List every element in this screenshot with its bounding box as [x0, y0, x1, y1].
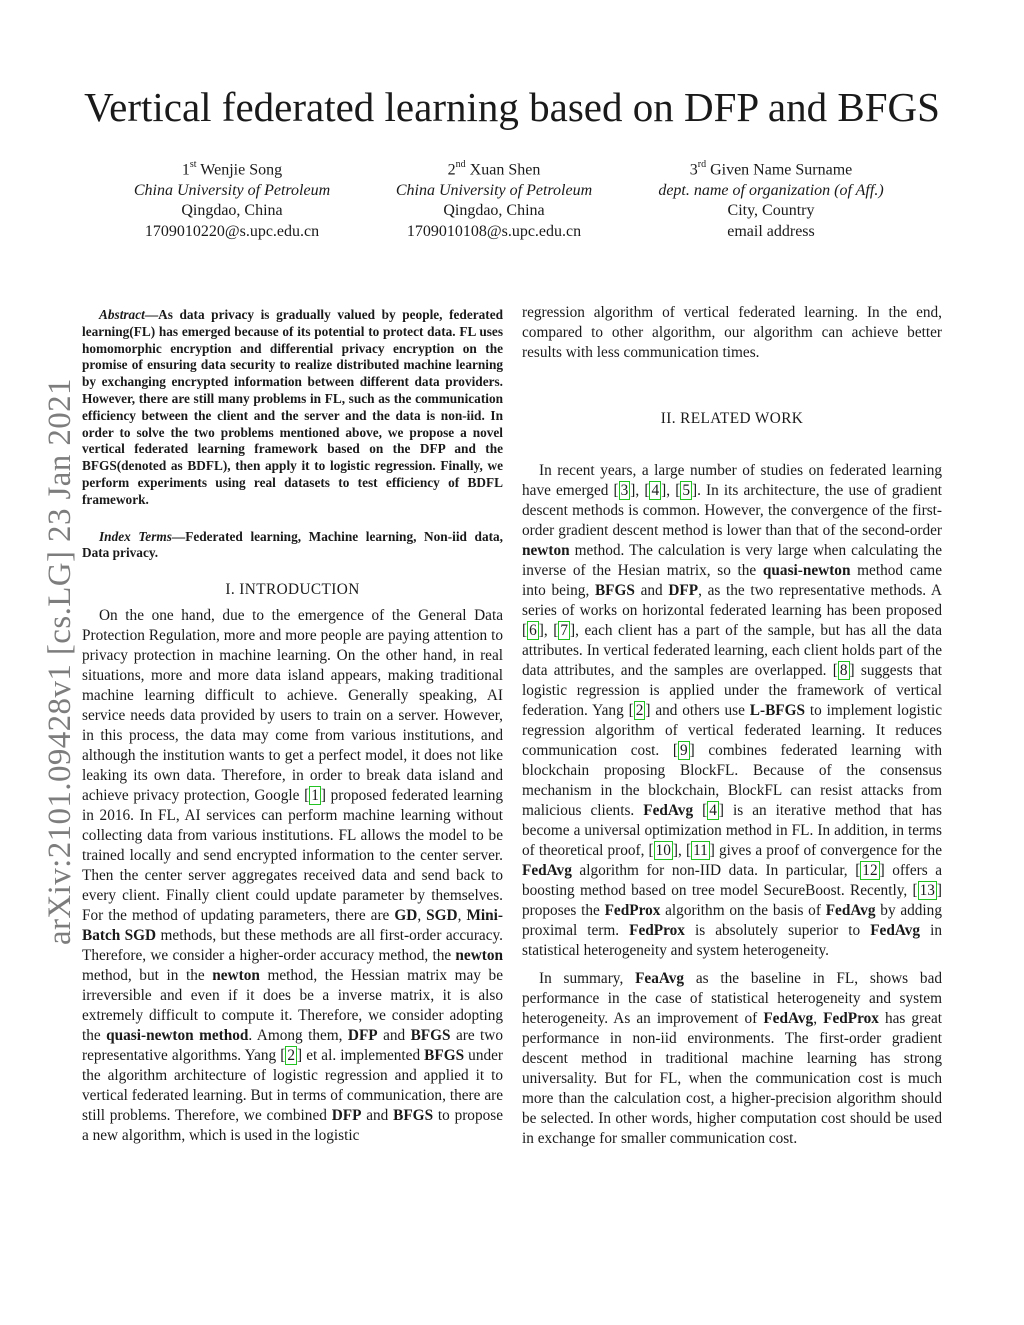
citation-link[interactable]: 13 [919, 882, 935, 899]
author-affiliation: dept. name of organization (of Aff.) [658, 181, 884, 199]
related-work-paragraph-2: In summary, FeaAvg as the baseline in FL, shows bad performance in the case of statistical heterogeneity and system heterogeneity. As an improvement of FedAvg, FedProx has great performance in non-iid environments. The first-order gradient descent method in traditional machine learning has strong universality. But for FL, when the communication cost is much more than the calculation cost, a higher-precision algorithm should be selected. In other words, higher computation cost should be used in exchange for smaller communication cost. [522, 970, 943, 1147]
citation-link[interactable]: 9 [679, 742, 688, 759]
intro-heading: I. INTRODUCTION [225, 581, 360, 599]
citation-link[interactable]: 4 [651, 482, 660, 499]
right-column [522, 303, 942, 1149]
abstract-label: Abstract [99, 307, 145, 322]
citation-link[interactable]: 6 [529, 622, 537, 639]
author-city: Qingdao, China [443, 202, 545, 220]
index-terms-label: Index Terms [99, 528, 172, 544]
citation-link[interactable]: 5 [682, 482, 690, 499]
author-email: email address [727, 222, 815, 240]
citation-link[interactable]: 4 [709, 802, 717, 819]
author-affiliation: China University of Petroleum [395, 181, 593, 199]
index-terms [82, 529, 503, 563]
author-affiliation: China University of Petroleum [133, 181, 331, 199]
citation-link[interactable]: 12 [862, 862, 878, 879]
arxiv-sidebar [40, 378, 80, 985]
author-city: Qingdao, China [181, 202, 283, 220]
author-city: City, Country [727, 202, 815, 220]
citation-link[interactable]: 10 [655, 842, 671, 859]
author-block-3 [631, 156, 911, 242]
citation-link[interactable]: 8 [839, 662, 848, 679]
related-work-paragraph-1: In recent years, a large number of studies on federated learning have emerged [ 3 ], [ 4 ], [ 5 ]. In its architecture, the use of gradient descent methods is common. However, the convergence of the first-order gradient descent method is lower than that of the second-order newton method. The calculation is very large when calculating the inverse of the Hesian matrix, so the quasi-newton method came into being, BFGS and DFP, as the two representative methods. A series of works on horizontal federated learning has been proposed [ 6 ], [ 7 ], each client has a part of the sample, but has all the data attributes. In vertical federated learning, each client holds part of the data attributes, and the samples are overlapped. [ 8 ] suggests that logistic regression is applied under the framework of vertical federation. Yang [ 2 ] and others use L-BFGS to implement logistic regression algorithm of vertical federated learning. It reduces communication cost. [ 9 ] combines federated learning with blockchain proposing BlockFL. Because of the consensus mechanism in the blockchain, BlockFL can resist attacks from malicious clients. FedAvg [ 4 ] is an iterative method that has become a universal optimization method in FL. In addition, in terms of theoretical proof, [ 10 ], [ 11 ] gives a proof of convergence for the FedAvg algorithm for non-IID data. In particular, [ 12 ] offers a boosting method based on tree model SecureBoost. Recently, [ 13 ] proposes the FedProx algorithm on the basis of FedAvg by adding proximal term. FedProx is absolutely superior to FedAvg in statistical heterogeneity and system heterogeneity. [522, 462, 942, 959]
author-block-2 [354, 156, 634, 242]
left-column [82, 307, 503, 1146]
author-name: 2nd Xuan Shen [447, 159, 541, 179]
author-email: 1709010220@s.upc.edu.cn [144, 222, 320, 240]
citation-link[interactable]: 2 [635, 702, 644, 719]
citation-link[interactable]: 11 [693, 842, 708, 859]
citation-link[interactable]: 3 [620, 482, 629, 499]
index-terms-text: —Federated learning, Machine learning, Non-iid data, Data privacy. [82, 528, 503, 561]
author-name: 3rd Given Name Surname [689, 159, 853, 179]
citation-link[interactable]: 1 [311, 787, 319, 805]
abstract [82, 307, 503, 509]
author-email: 1709010108@s.upc.edu.cn [406, 222, 582, 240]
author-block-1 [92, 156, 372, 242]
abstract-text: —As data privacy is gradually valued by people, federated learning(FL) has emerged because of its potential to protect data. FL uses homomorphic encryption and differential privacy encryption on the promise of ensuring data security to realize distributed machine learning by exchanging encrypted information between different data providers. However, there are still many problems in FL, such as the communication efficiency between the client and the server and the data is non-iid. In order to solve the two problems mentioned above, we propose a novel vertical federated learning framework based on the DFP and the BFGS(denoted as BDFL), then apply it to logistic regression. Finally, we perform experiments using real datasets to test efficiency of BDFL framework. [82, 307, 503, 507]
related-work-heading: II. RELATED WORK [660, 410, 804, 427]
arxiv-identifier: arXiv:2101.09428v1 [cs.LG] 23 Jan 2021 [42, 378, 78, 945]
citation-link[interactable]: 2 [287, 1047, 296, 1065]
citation-link[interactable]: 7 [560, 622, 569, 639]
paper-title: Vertical federated learning based on DFP and BFGS [84, 84, 940, 130]
intro-paragraph: On the one hand, due to the emergence of the General Data Protection Regulation, more and more people are paying attention to privacy protection in machine learning. On the other hand, in real situations, more and more data island appears, making traditional machine learning difficult to achieve. Generally speaking, AI service needs data provided by users to train on a server. However, in this process, the data may come from various institutions, and although the institution wants to get a perfect model, it does not like leaking its own data. Therefore, in order to break data island and achieve privacy protection, Google [ 1 ] proposed federated learning in 2016. In FL, AI services can perform machine learning without collecting data from various institutions. FL allows the model to be trained locally and send encrypted information to the center server. Then the center server aggregates received data and send back to every client. Finally client could update parameter by themselves. For the method of updating parameters, there are GD, SGD, Mini-Batch SGD methods, but these methods are all first-order accuracy. Therefore, we consider a higher-order accuracy method, the newton method, but in the newton method, the Hessian matrix may be irreversible and even if it does be a inverse matrix, it is also extremely difficult to compute it. Therefore, we consider adopting the quasi-newton method. Among them, DFP and BFGS are two representative algorithms. Yang [ 2 ] et al. implemented BFGS under the algorithm architecture of logistic regression and applied it to vertical federated learning. But in terms of communication, there are still problems. Therefore, we combined DFP and BFGS to propose a new algorithm, which is used in the logistic [82, 607, 504, 1145]
intro-continuation: regression algorithm of vertical federated learning. In the end, compared to other algorithm, our algorithm can achieve better results with less communication times. [522, 304, 942, 361]
author-name: 1st Wenjie Song [181, 159, 283, 179]
